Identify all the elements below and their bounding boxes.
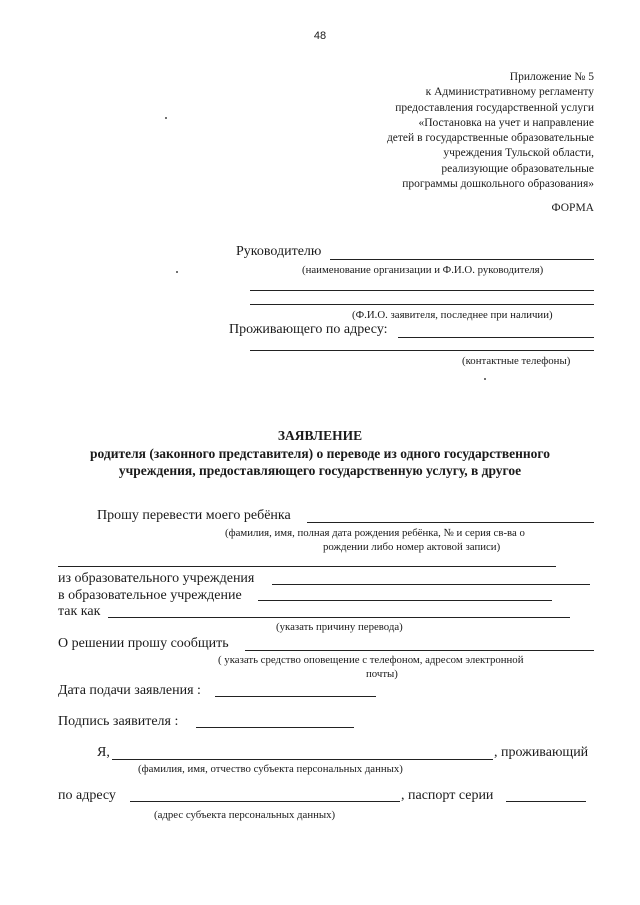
- child-hint-2: рождении либо номер актовой записи): [323, 541, 501, 553]
- consent-address-line[interactable]: [130, 801, 400, 802]
- to-label: в образовательное учреждение: [58, 588, 242, 603]
- signature-field-line[interactable]: [196, 727, 354, 728]
- passport-series-line[interactable]: [506, 801, 586, 802]
- notify-hint-1: ( указать средство оповещение с телефоном, адресом электронной: [218, 654, 524, 666]
- page-number: 48: [313, 30, 327, 42]
- to-field-line[interactable]: [258, 600, 552, 601]
- residing-label: , проживающий: [494, 745, 589, 760]
- scan-speck: [165, 117, 167, 119]
- child-field-line-2[interactable]: [58, 566, 556, 567]
- consent-fio-line[interactable]: [112, 759, 493, 760]
- date-field-line[interactable]: [215, 696, 376, 697]
- address-hint: (адрес субъекта персональных данных): [154, 809, 336, 821]
- appendix-line: к Административному регламенту: [425, 86, 594, 99]
- passport-label: , паспорт серии: [401, 788, 494, 803]
- reason-hint: (указать причину перевода): [276, 621, 403, 633]
- scan-speck: [484, 378, 486, 380]
- child-hint-1: (фамилия, имя, полная дата рождения ребёнка, № и серия св-ва о: [225, 527, 525, 539]
- child-field-line[interactable]: [307, 522, 594, 523]
- document-subtitle-line-1: родителя (законного представителя) о переводе из одного государственного: [90, 446, 550, 461]
- appendix-line: Приложение № 5: [509, 71, 594, 83]
- address-label: Проживающего по адресу:: [229, 322, 388, 337]
- notify-field-line[interactable]: [245, 650, 594, 651]
- date-label: Дата подачи заявления :: [58, 683, 201, 698]
- signature-label: Подпись заявителя :: [58, 714, 179, 729]
- address-field-line[interactable]: [398, 337, 594, 338]
- consent-i-label: Я,: [97, 745, 110, 760]
- appendix-line: учреждения Тульской области,: [443, 147, 594, 160]
- consent-address-label: по адресу: [58, 788, 116, 803]
- applicant-hint: (Ф.И.О. заявителя, последнее при наличии): [352, 309, 553, 321]
- document-title: ЗАЯВЛЕНИЕ: [277, 428, 363, 443]
- notify-hint-2: почты): [366, 668, 398, 680]
- from-label: из образовательного учреждения: [58, 571, 255, 586]
- fio-hint: (фамилия, имя, отчество субъекта персональных данных): [138, 763, 403, 775]
- phones-field-line[interactable]: [250, 350, 594, 351]
- applicant-field-line-2[interactable]: [250, 304, 594, 305]
- appendix-line: «Постановка на учет и направление: [418, 116, 594, 129]
- appendix-line: программы дошкольного образования»: [402, 178, 594, 191]
- because-label: так как: [58, 604, 101, 619]
- phones-hint: (контактные телефоны): [462, 355, 571, 367]
- from-field-line[interactable]: [272, 584, 590, 585]
- addressee-field-line[interactable]: [330, 259, 594, 260]
- addressee-label: Руководителю: [236, 244, 322, 259]
- org-hint: (наименование организации и Ф.И.О. руководителя): [302, 264, 544, 276]
- appendix-line: реализующие образовательные: [441, 162, 594, 175]
- applicant-field-line-1[interactable]: [250, 290, 594, 291]
- notify-label: О решении прошу сообщить: [58, 636, 229, 651]
- scan-speck: [176, 271, 178, 273]
- appendix-line: предоставления государственной услуги: [395, 101, 594, 114]
- appendix-line: детей в государственные образовательные: [386, 132, 594, 145]
- form-label: ФОРМА: [551, 202, 594, 214]
- reason-field-line[interactable]: [108, 617, 570, 618]
- appendix-block: [387, 70, 594, 192]
- request-label: Прошу перевести моего ребёнка: [97, 508, 291, 523]
- document-subtitle-line-2: учреждения, предоставляющего государственную услугу, в другое: [118, 463, 522, 478]
